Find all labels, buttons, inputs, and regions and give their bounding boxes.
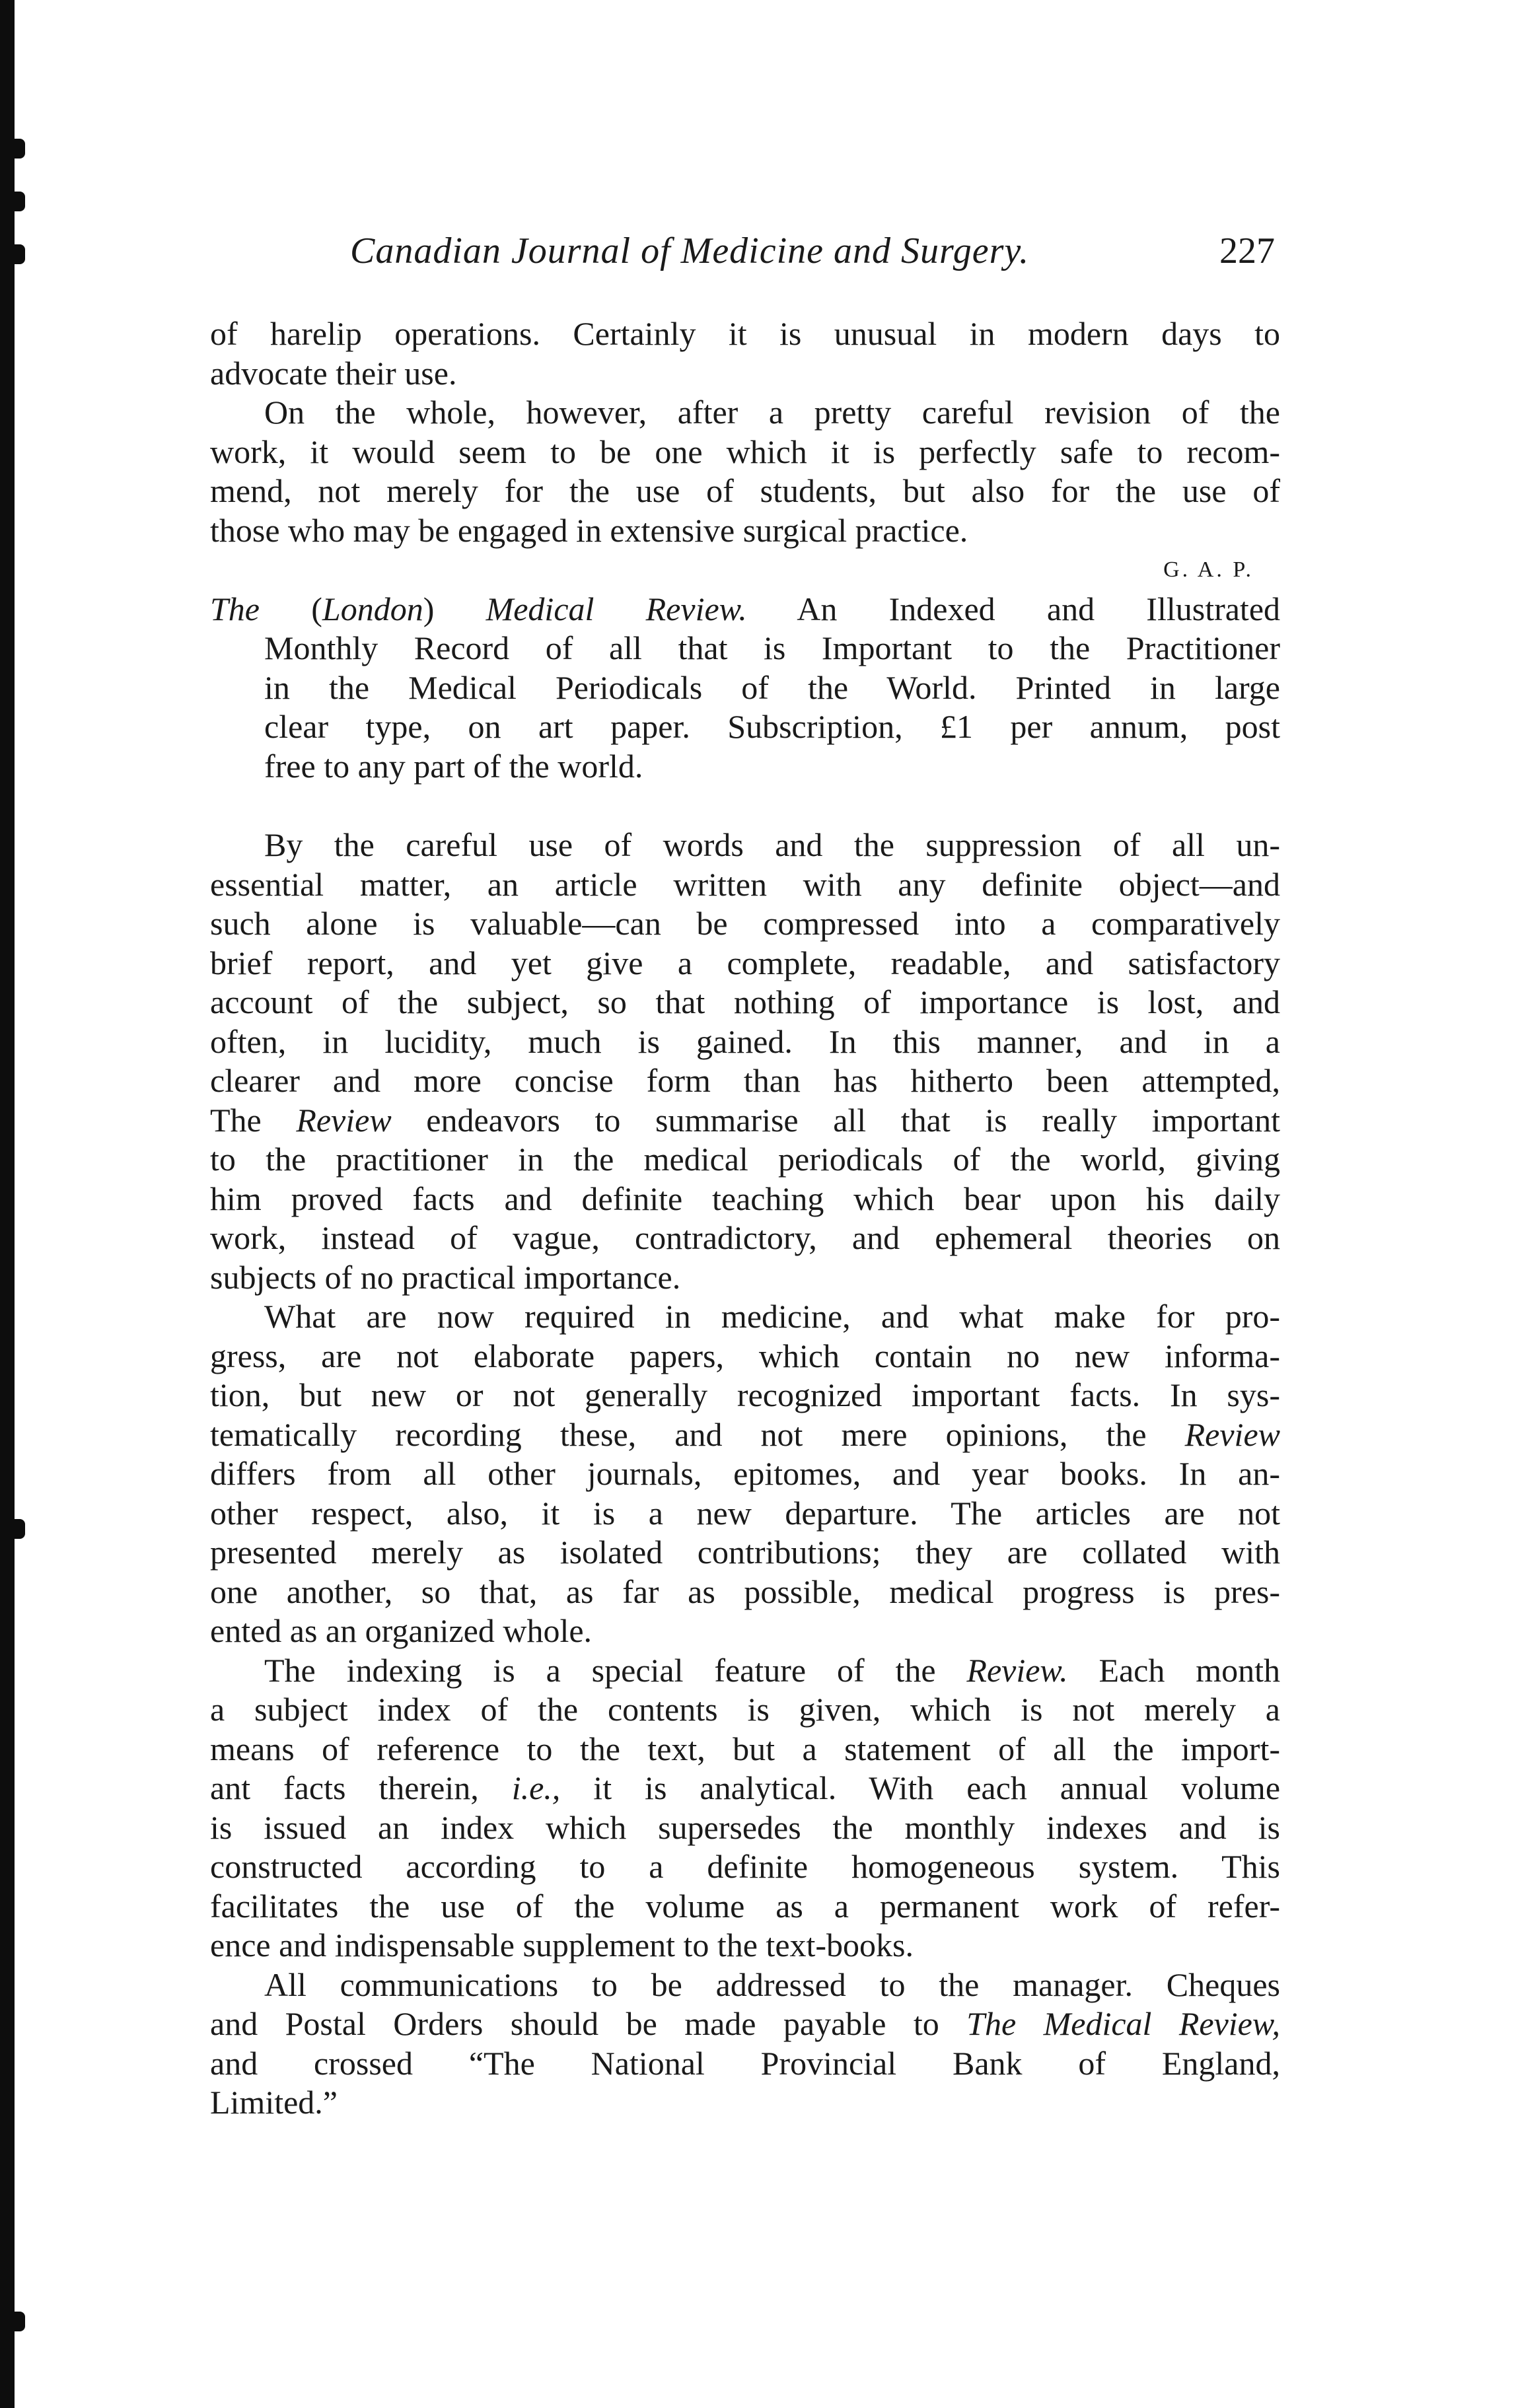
text-line: one another, so that, as far as possible, medical progress is pres- — [210, 1573, 1280, 1610]
text-line: work, instead of vague, contradictory, and ephemeral theories on — [210, 1219, 1280, 1256]
text-line: clear type, on art paper. Subscription, £1 per annum, post — [264, 708, 1280, 745]
text-line: Limited.” — [210, 2084, 338, 2121]
reviewer-signature: G. A. P. — [1163, 557, 1254, 582]
journal-title: Canadian Journal of Medicine and Surgery. — [350, 230, 1030, 271]
text-line: ented as an organized whole. — [210, 1612, 593, 1649]
review-title-line — [210, 590, 1280, 629]
review-title-rest: An Indexed and Illustrated — [797, 590, 1281, 627]
review-name: Review — [1184, 1415, 1280, 1453]
text-line: What are now required in medicine, and what make for pro- — [264, 1298, 1280, 1335]
text-line: of harelip operations. Certainly it is unusual in modern days to — [210, 315, 1280, 352]
text-line: facilitates the use of the volume as a permanent work of refer- — [210, 1887, 1280, 1925]
text-line: often, in lucidity, much is gained. In this manner, and in a — [210, 1022, 1280, 1060]
text-line: means of reference to the text, but a statement of all the import- — [210, 1730, 1280, 1767]
text-line: essential matter, an article written with any definite object—and — [210, 865, 1280, 903]
text-line: him proved facts and definite teaching which bear upon his daily — [210, 1180, 1280, 1217]
text-line: The indexing is a special feature of the Review. Each month — [264, 1651, 1281, 1689]
text-line: constructed according to a definite homogeneous system. This — [210, 1848, 1280, 1885]
page-number: 227 — [1219, 230, 1275, 271]
text-line: is issued an index which supersedes the monthly indexes and is — [210, 1808, 1280, 1846]
text-line: On the whole, however, after a pretty careful revision of the — [264, 394, 1280, 431]
ie-abbrev: i.e., — [511, 1769, 561, 1806]
text-line: All communications to be addressed to the manager. Cheques — [264, 1965, 1280, 2003]
section-gap — [210, 786, 1280, 826]
review-title-name: Medical Review. — [486, 590, 747, 627]
text-line: By the careful use of words and the suppression of all un- — [264, 826, 1280, 863]
text-line: gress, are not elaborate papers, which contain no new informa- — [210, 1337, 1280, 1374]
text-line: ant facts therein, i.e., it is analytical. With each annual volume — [210, 1769, 1281, 1806]
text-line: advocate their use. — [210, 354, 457, 392]
text-line: and Postal Orders should be made payable to The Medical Review, — [210, 2005, 1281, 2042]
text-line: Monthly Record of all that is Important to the Practitioner — [264, 629, 1280, 666]
text-line: clearer and more concise form than has hitherto been attempted, — [210, 1062, 1280, 1099]
review-title-london: (London) — [311, 590, 435, 627]
text-line: presented merely as isolated contributions; they are collated with — [210, 1534, 1280, 1571]
review-title-prefix: The — [210, 590, 260, 627]
text-line: tion, but new or not generally recognized important facts. In sys- — [210, 1376, 1280, 1413]
review-name: Review — [296, 1101, 392, 1139]
text-line: other respect, also, it is a new departure. The articles are not — [210, 1494, 1280, 1532]
text-line: free to any part of the world. — [264, 747, 643, 785]
text-line: to the practitioner in the medical periodicals of the world, giving — [210, 1141, 1280, 1178]
text-line: in the Medical Periodicals of the World. Printed in large — [264, 668, 1280, 706]
text-line: brief report, and yet give a complete, readable, and satisfactory — [210, 944, 1280, 981]
text-line: subjects of no practical importance. — [210, 1258, 681, 1296]
review-name: Review. — [966, 1651, 1068, 1689]
text-line: ence and indispensable supplement to the text-books. — [210, 1927, 914, 1964]
text-line: tematically recording these, and not mere opinions, the Review — [210, 1415, 1280, 1453]
text-line: such alone is valuable—can be compressed into a comparatively — [210, 905, 1280, 942]
text-line: a subject index of the contents is given, which is not merely a — [210, 1691, 1280, 1728]
text-line: account of the subject, so that nothing of importance is lost, and — [210, 983, 1280, 1020]
body-text — [210, 314, 1280, 2123]
text-line: those who may be engaged in extensive surgical practice. — [210, 511, 968, 549]
text-line: differs from all other journals, epitomes, and year books. In an- — [210, 1455, 1280, 1492]
review-name: The Medical Review, — [966, 2005, 1281, 2042]
running-header — [350, 230, 1275, 283]
text-line: and crossed “The National Provincial Bank of England, — [210, 2044, 1280, 2082]
text-line: work, it would seem to be one which it is perfectly safe to recom- — [210, 433, 1280, 470]
text-line: mend, not merely for the use of students, but also for the use of — [210, 472, 1280, 509]
text-line: The Review endeavors to summarise all that is really important — [210, 1101, 1281, 1139]
